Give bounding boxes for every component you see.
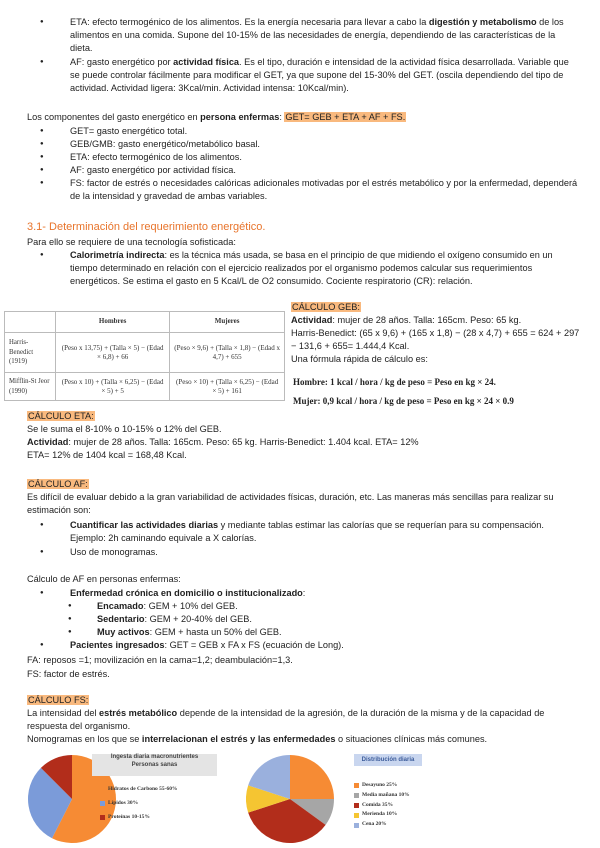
list-item: ● ETA: efecto termogénico de los alimentos. — [0, 151, 600, 164]
calc-eta-title: CÁLCULO ETA: — [28, 411, 94, 421]
legend-item: Desayuno 25% — [354, 782, 410, 790]
quick-formula-box — [293, 376, 593, 408]
list-item: ● Cuantificar las actividades diarias y mediante tablas estimar las calorías que se requerían para su compensación. Ejemplo: 2h caminando equivale a X calorías. — [0, 519, 600, 545]
calc-eta-block: CÁLCULO ETA: Se le suma el 8-10% o 10-15% o 12% del GEB. Actividad: mujer de 28 años. Talla: 165cm. Peso: 65 kg. Harris-Benedict: 1.404 kcal. ETA= 12% ETA= 12% de 1404 kcal = 168,48 Kcal. — [27, 411, 419, 461]
quick-formula-women: Mujer: 0,9 kcal / hora / kg de peso = Peso en kg × 24 × 0.9 — [293, 395, 514, 406]
section-heading: 3.1- Determinación del requerimiento energético. — [27, 221, 266, 233]
legend-item: Hidratos de Carbono 55-60% — [100, 786, 178, 794]
legend-swatch — [354, 803, 359, 808]
daily-distribution-pie-svg — [246, 752, 446, 847]
af-text: gasto energético por — [84, 57, 174, 68]
chart-title: Ingesta diaria macronutrientes Personas sanas — [92, 754, 217, 776]
daily-distribution-pie — [246, 755, 334, 843]
af-methods-list — [0, 519, 600, 559]
table-row: Harris-Benedict (1919) (Peso x 13,75) + (Talla × 5) − (Edad × 6,8) + 66 (Peso × 9,6) + (Talla × 1,8) − (Edad x 4,7) + 655 — [5, 333, 285, 373]
calc-geb-block: CÁLCULO GEB: Actividad: mujer de 28 años. Talla: 165cm. Peso: 65 kg. Harris-Benedict: (65 x 9,6) + (165 x 1,8) − (28 x 4,7) + 655 = 624 + 297 − 131,6 + 655= 1.444,4 Kcal. Una fórmula rápida de cálculo es: — [291, 301, 583, 366]
calorimetry-bullet: ● Calorimetría indirecta: es la técnica más usada, se basa en el principio de que midiendo el oxígeno consumido en un tiempo determinado en relación con el ejercicio realizados por el organismo podemos calcular sus requerimientos energéticos. Se estima el gasto en 5 Kcal/L de O2 consumido. Cociente respiratorio (CR): relación. — [0, 249, 600, 288]
table-header — [5, 312, 56, 333]
calc-af-title: CÁLCULO AF: — [28, 479, 88, 489]
legend-swatch — [354, 823, 359, 828]
list-item: ● Pacientes ingresados: GET = GEB x FA x FS (ecuación de Long). — [0, 639, 600, 652]
calorimetry-list — [0, 249, 600, 288]
eta-text: efecto termogénico de los alimentos. Es la energía necesaria para llevar a cabo la — [89, 17, 429, 27]
af-bullet — [0, 56, 600, 95]
legend-item: Merienda 10% — [354, 811, 410, 819]
list-item: ● FS: factor de estrés o necesidades calóricas adicionales motivadas por el estrés metabólico y por la enfermedad, dependerá de la intensidad y gravedad de ambas variables. — [0, 177, 600, 203]
quick-formula-men: Hombre: 1 kcal / hora / kg de peso = Peso en kg × 24. — [293, 377, 496, 387]
legend-item: Cena 20% — [354, 821, 410, 829]
list-item: ● GEB/GMB: gasto energético/metabólico basal. — [0, 138, 600, 151]
eta-text-2: de los alimentos en una comida. Supone del 10-15% de las necesidades de energía, dependiendo de las características de la dieta. — [70, 17, 564, 54]
sick-intro: Cálculo de AF en personas enfermas: — [27, 574, 181, 584]
legend-item: Media mañana 10% — [354, 792, 410, 800]
calc-af-title-wrap — [27, 478, 578, 491]
chart-title: Distribución diaria — [354, 754, 422, 766]
chart-legend — [354, 782, 410, 829]
legend-item: Lípidos 30% — [100, 800, 178, 808]
af-label: AF: — [70, 57, 85, 68]
af-text-2: . Es el tipo, duración e intensidad de la actividad física desarrollada. Variable que se puede controlar fácilmente para modificar el GET, ya que supone del 15-30% del GET. (oscila dependiendo del tipo de actividad. Actividad ligera: 3Kcal/min. Actividad intensa: 10Kcal/min). — [70, 57, 569, 94]
calc-fs-block: CÁLCULO FS: La intensidad del estrés metabólico depende de la intensidad de la agresión, de la duración de la misma y de la capacidad de respuesta del organismo. Nomogramas en los que se interrelacionan el estrés y las enfermedades o situaciones clínicas más comunes. — [27, 695, 545, 745]
eta-label: ETA: — [70, 17, 90, 27]
legend-swatch — [354, 783, 359, 788]
list-item: ● GET= gasto energético total. — [0, 125, 600, 138]
af-bold: actividad física — [173, 57, 240, 68]
fs-definition: FS: factor de estrés. — [27, 669, 110, 679]
legend-swatch — [100, 815, 105, 820]
table-header: Mujeres — [170, 312, 285, 333]
section-intro: Para ello se requiere de una tecnología sofisticada: — [27, 237, 236, 247]
list-item: ● Sedentario: GEM + 20-40% del GEB. — [0, 613, 600, 626]
table-header: Hombres — [56, 312, 170, 333]
table-row: Mifflin-St Jeor (1990) (Peso x 10) + (Talla × 6,25) − (Edad × 5) + 5 (Peso × 10) + (Talla × 6,25) − (Edad × 5) + 161 — [5, 373, 285, 401]
equations-table — [4, 311, 285, 401]
eta-bold: digestión y metabolismo — [428, 17, 537, 27]
list-item: ● Encamado: GEM + 10% del GEB. — [0, 600, 600, 613]
intro-bullet-list — [0, 16, 600, 95]
calc-geb-title: CÁLCULO GEB: — [292, 302, 360, 312]
legend-swatch — [354, 813, 359, 818]
legend-item: Proteínas 10-15% — [100, 814, 178, 822]
eta-bullet — [0, 16, 600, 55]
list-item: ● Uso de monogramas. — [0, 546, 600, 559]
fa-values: FA: reposos =1; movilización en la cama=1,2; deambulación=1,3. — [27, 655, 293, 665]
calc-af-intro: Es difícil de evaluar debido a la gran variabilidad de actividades físicas, duración, etc. Las maneras más sencillas para realizar su estimación son: — [27, 492, 554, 516]
list-item: ● Muy activos: GEM + hasta un 50% del GEB. — [0, 626, 600, 639]
sick-list — [0, 587, 600, 652]
legend-swatch — [100, 801, 105, 806]
components-intro: Los componentes del gasto energético en persona enfermas: GET= GEB + ETA + AF + FS. — [27, 112, 406, 122]
get-formula-highlight: GET= GEB + ETA + AF + FS. — [285, 112, 406, 122]
chart-legend — [100, 786, 178, 821]
list-item: ● Enfermedad crónica en domicilio o institucionalizado: — [0, 587, 600, 600]
legend-swatch — [354, 793, 359, 798]
components-list — [0, 125, 600, 203]
harris-benedict-calc: Harris-Benedict: (65 x 9,6) + (165 x 1,8) − (28 x 4,7) + 655 = 624 + 297 − 131,6 + 655= 1.444,4 Kcal. — [291, 328, 580, 352]
legend-swatch — [100, 787, 105, 792]
macronutrients-chart — [28, 752, 228, 847]
pie-slice-desayuno-25 — [290, 755, 334, 799]
calc-fs-title: CÁLCULO FS: — [28, 695, 89, 705]
list-item: ● AF: gasto energético por actividad física. — [0, 164, 600, 177]
daily-distribution-chart — [246, 752, 446, 847]
legend-item: Comida 35% — [354, 802, 410, 810]
